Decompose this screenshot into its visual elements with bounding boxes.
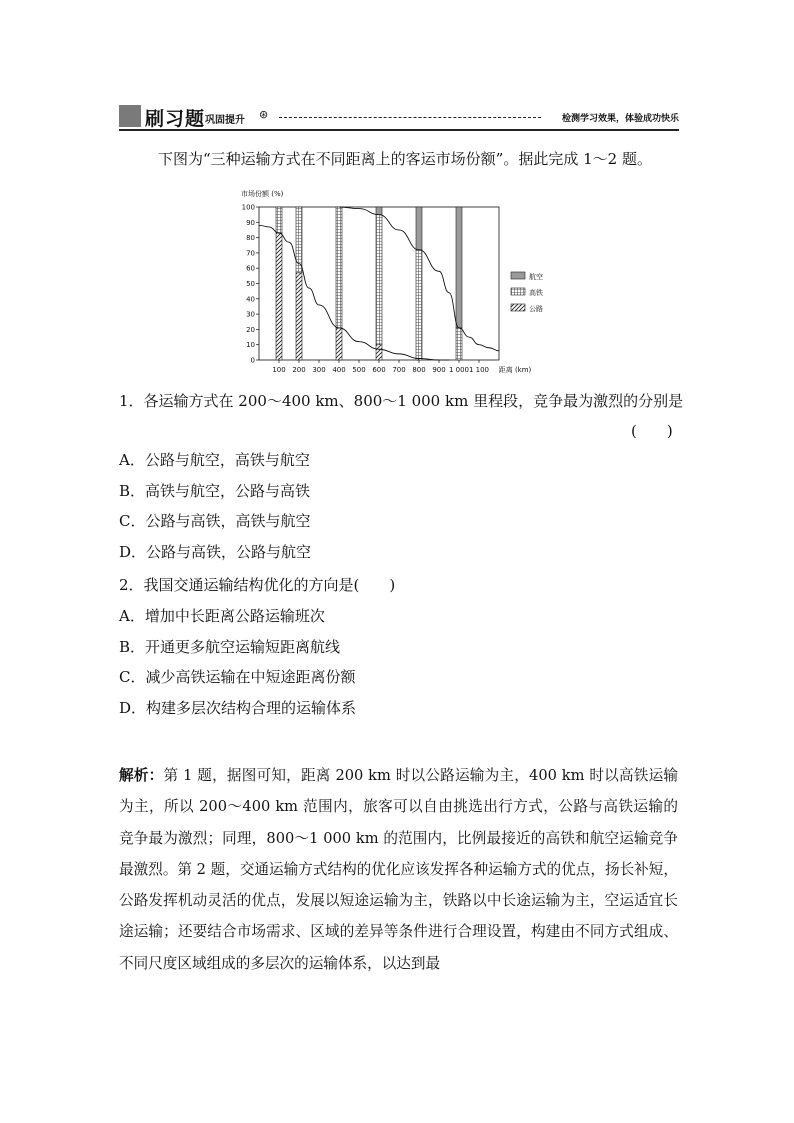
bar-公路	[296, 273, 302, 360]
answer-option: B．开通更多航空运输短距离航线	[119, 638, 341, 656]
y-tick-label: 90	[246, 218, 255, 227]
arrow-icon: ⊛	[259, 108, 269, 121]
answer-option: A．公路与航空，高铁与航空	[119, 451, 310, 469]
x-tick-label: 1 000	[448, 366, 470, 374]
bar-高铁	[336, 207, 342, 328]
answer-option: A．增加中长距离公路运输班次	[119, 607, 325, 625]
analysis-label: 解析：	[119, 767, 164, 784]
answer-bracket: ( )	[631, 422, 673, 440]
bar-航空	[416, 207, 422, 250]
y-axis-label: 市场份额 (%)	[241, 190, 284, 198]
y-tick-label: 40	[246, 295, 255, 304]
answer-option: D．公路与高铁，公路与航空	[119, 543, 312, 561]
y-tick-label: 50	[246, 280, 255, 288]
answer-option: D．构建多层次结构合理的运输体系	[119, 699, 357, 717]
x-tick-label: 100	[272, 366, 286, 374]
header-subtitle: 巩固提升	[205, 115, 245, 126]
header-title: 刷习题	[145, 108, 206, 130]
bar-公路	[336, 328, 342, 360]
bar-高铁	[456, 328, 462, 360]
legend-swatch	[511, 304, 525, 311]
x-tick-label: 200	[292, 366, 306, 374]
x-tick-label: 400	[332, 366, 346, 374]
answer-option: B．高铁与航空，公路与高铁	[119, 482, 311, 500]
analysis-paragraph	[119, 760, 678, 979]
bar-高铁	[296, 207, 302, 273]
legend-swatch	[511, 272, 525, 279]
answer-option: C．公路与高铁，高铁与航空	[119, 512, 311, 530]
y-tick-label: 20	[246, 325, 255, 334]
section-header	[119, 105, 679, 131]
header-slogan: 检测学习效果，体验成功快乐	[561, 114, 679, 124]
bar-航空	[456, 207, 462, 328]
x-tick-label: 600	[372, 366, 386, 374]
market-share-chart	[226, 184, 566, 380]
y-tick-label: 100	[241, 203, 255, 212]
x-tick-label: 800	[412, 366, 426, 374]
legend-label: 公路	[529, 305, 543, 313]
x-tick-label: 500	[352, 366, 366, 374]
bar-高铁	[276, 207, 282, 233]
header-block-decoration	[119, 105, 141, 127]
y-tick-label: 0	[250, 356, 255, 365]
legend-label: 高铁	[529, 289, 543, 297]
y-tick-label: 10	[246, 341, 255, 350]
x-tick-label: 1 100	[468, 366, 490, 374]
y-tick-label: 60	[246, 264, 255, 273]
x-tick-label: 700	[392, 366, 406, 374]
x-axis-label: 距离 (km)	[498, 366, 532, 374]
question-stem: 2．我国交通运输结构优化的方向是( )	[119, 576, 396, 594]
bar-公路	[276, 233, 282, 360]
header-dashed-line	[279, 117, 541, 118]
y-tick-label: 30	[246, 310, 255, 319]
legend-label: 航空	[529, 273, 543, 281]
analysis-text: 第 1 题，据图可知，距离 200 km 时以公路运输为主，400 km 时以高铁运输为主，所以 200～400 km 范围内，旅客可以自由挑选出行方式，公路与高铁运输的竞争最为激烈；同理，800～1 000 km 的范围内，比例最接近的高铁和航空运输竞争最激烈。第 2 题，交通运输方式结构的优化应该发挥各种运输方式的优点，扬长补短，公路发挥机动灵活的优点，发展以短途运输为主，铁路以中长途运输为主，空运适宜长途运输；还要结合市场需求、区域的差异等条件进行合理设置，构建由不同方式组成、不同尺度区域组成的多层次的运输体系，以达到最	[119, 767, 678, 972]
x-tick-label: 900	[432, 366, 446, 374]
legend-swatch	[511, 288, 525, 295]
answer-option: C．减少高铁运输在中短途距离份额	[119, 668, 356, 686]
bar-高铁	[416, 250, 422, 359]
question-stem: 1．各运输方式在 200～400 km、800～1 000 km 里程段，竞争最为激烈的分别是	[119, 392, 684, 410]
bar-公路	[376, 345, 382, 360]
y-tick-label: 70	[246, 249, 255, 258]
y-tick-label: 80	[246, 234, 255, 243]
bar-高铁	[376, 215, 382, 345]
x-tick-label: 300	[312, 366, 326, 374]
intro-text: 下图为“三种运输方式在不同距离上的客运市场份额”。据此完成 1～2 题。	[158, 150, 652, 168]
bar-航空	[376, 207, 382, 215]
header-rule	[119, 129, 679, 131]
